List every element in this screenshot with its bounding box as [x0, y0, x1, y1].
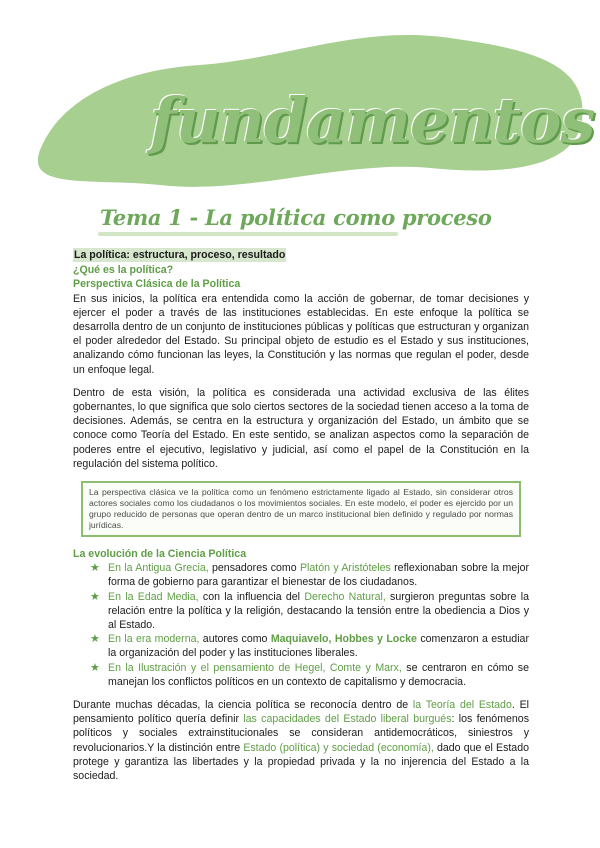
quote-box: La perspectiva clásica ve la política como un fenómeno estrictamente ligado al Estado, sin considerar otros actores sociales como los ciudadanos o los movimientos sociales. En este modelo, el poder es ejercido por un grupo reducido de personas que operan dentro de un marco institucional bien definido y regulado por normas jurídicas.	[81, 481, 521, 537]
star-bullet-icon: ★	[90, 562, 100, 575]
star-bullet-icon: ★	[90, 590, 100, 603]
chapter-title-underline	[98, 232, 398, 236]
list-item: ★ En la Antigua Grecia, pensadores como Platón y Aristóteles reflexionaban sobre la mejor forma de gobierno para garantizar el bienestar de los ciudadanos.	[90, 562, 529, 589]
star-bullet-icon: ★	[90, 633, 100, 646]
list-item: ★ En la Ilustración y el pensamiento de Hegel, Comte y Marx, se centraron en cómo se manejan los conflictos políticos en un contexto de capitalismo y democracia.	[90, 661, 529, 688]
document-body	[73, 248, 529, 783]
section-heading: La política: estructura, proceso, resultado	[74, 249, 286, 261]
perspective-heading: Perspectiva Clásica de la Política	[73, 278, 241, 291]
chapter-title: Tema 1 - La política como proceso	[100, 205, 492, 230]
paragraph-1: En sus inicios, la política era entendida como la acción de gobernar, de tomar decisiones y ejercer el poder a través de las instituciones establecidas. En este enfoque la política se desarrolla dentro de un conjunto de instituciones públicas y políticas que estructuran y organizan el poder alrededor del Estado. Su principal objeto de estudio es el Estado y sus instituciones, analizando cómo funcionan las leyes, la Constitución y las normas que regulan el poder, desde un enfoque legal.	[73, 292, 529, 376]
paragraph-3: Durante muchas décadas, la ciencia política se reconocía dentro de la Teoría del Estado. El pensamiento político quería definir las capacidades del Estado liberal burgués: los fenómenos políticos y sociales extrainstitucionales se consideran antidemocráticos, siniestros y revolucionarios.Y la distinción entre Estado (política) y sociedad (economía), dado que el Estado protege y garantiza las libertades y la propiedad privada y la no injerencia del Estado a la sociedad.	[73, 699, 529, 783]
list-item: ★ En la era moderna, autores como Maquiavelo, Hobbes y Locke comenzaron a estudiar la organización del poder y las instituciones liberales.	[90, 633, 529, 660]
question-heading: ¿Qué es la política?	[73, 264, 174, 277]
document-title: fundamentos	[150, 84, 595, 157]
list-item: ★ En la Edad Media, con la influencia del Derecho Natural, surgieron preguntas sobre la relación entre la política y la religión, destacando la tensión entre la obediencia a Dios y al Estado.	[90, 590, 529, 632]
evolution-list	[90, 561, 529, 689]
paragraph-2: Dentro de esta visión, la política es considerada una actividad exclusiva de las élites gobernantes, lo que significa que solo ciertos sectores de la sociedad tienen acceso a la toma de decisiones. Además, se centra en la estructura y organización del Estado, un ámbito que se conoce como Teoría del Estado. En este sentido, se analizan aspectos como la separación de poderes entre el ejecutivo, legislativo y judicial, así como el papel de la Constitución en la regulación del sistema político.	[73, 386, 529, 470]
evolution-heading: La evolución de la Ciencia Política	[73, 548, 247, 561]
star-bullet-icon: ★	[90, 661, 100, 674]
